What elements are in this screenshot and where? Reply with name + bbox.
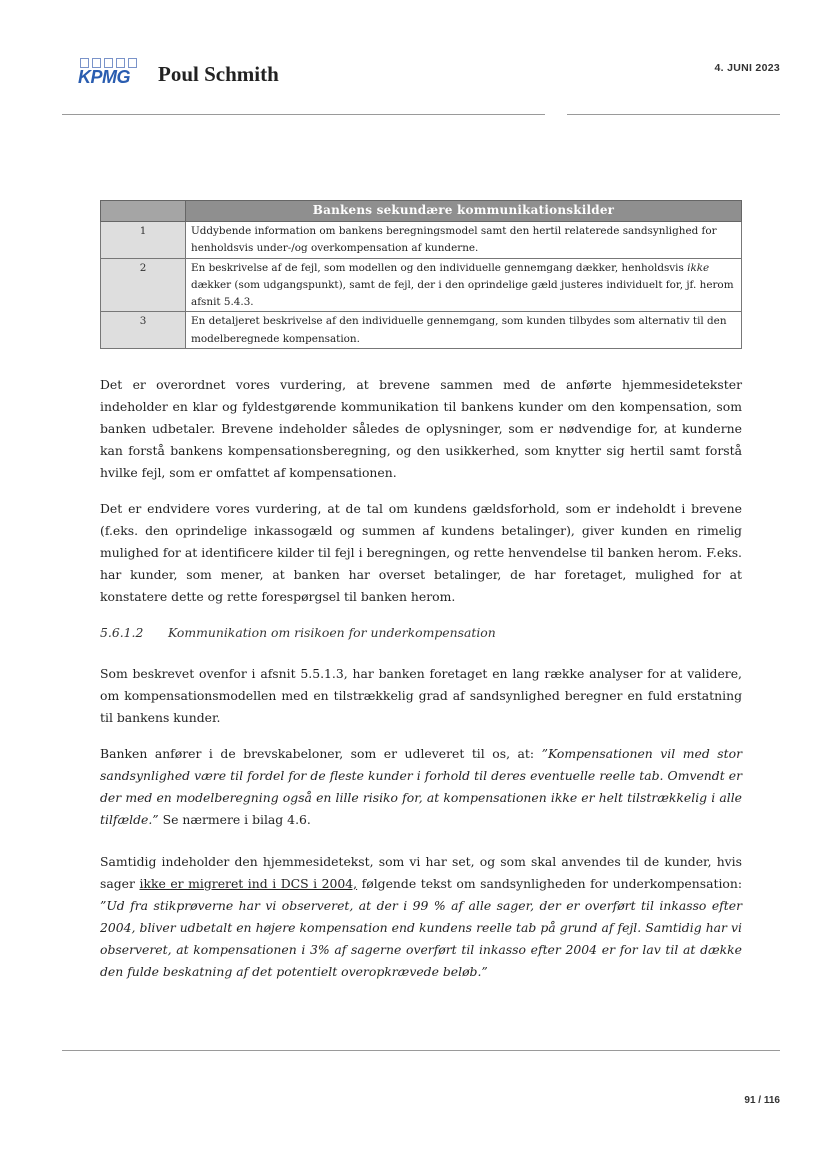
- kpmg-logo: [78, 58, 142, 86]
- paragraph-5-text-cont: følgende tekst om sandsynligheden for underkompensation:: [357, 875, 743, 891]
- document-date: 4. JUNI 2023: [714, 62, 780, 74]
- paragraph-4-quote: ”Kompensationen vil med stor sandsynlighed være til fordel for de fleste kunder i forhold til deres eventuelle reelle tab. Omvendt er der med en modelberegning også en lille risiko for, at kompensationen ikke er helt tilstrækkelig i alle tilfælde.”: [100, 746, 742, 827]
- table-row-text: Uddybende information om bankens beregningsmodel samt den hertil relaterede sandsynlighed for henholdsvis under-/og overkompensation af kunderne.: [186, 222, 742, 259]
- paragraph-2: Det er endvidere vores vurdering, at de tal om kundens gældsforhold, som er indeholdt i brevene (f.eks. den oprindelige inkassogæld og summen af kundens betalinger), giver kunden en rimelig mulighed for at identificere kilder til fejl i beregningen, og rette henvendelse til banken herom. F.eks. har kunder, som mener, at banken har overset betalinger, de har foretaget, mulighed for at konstatere dette og rette forespørgsel til banken herom.: [100, 501, 742, 604]
- paragraph-5-underlined: ikke er migreret ind i DCS i 2004,: [139, 875, 358, 891]
- table-row: [101, 222, 742, 259]
- paragraph-4: [100, 743, 742, 831]
- table-row-emphasis: ikke: [687, 261, 710, 274]
- table-header-row: [101, 201, 742, 222]
- table-row-text: En detaljeret beskrivelse af den individuelle gennemgang, som kunden tilbydes som alternativ til den modelberegnede kompensation.: [186, 312, 742, 349]
- section-heading: [100, 625, 496, 640]
- paragraph-1: Det er overordnet vores vurdering, at brevene sammen med de anførte hjemmesidetekster indeholder en klar og fyldestgørende kommunikation til bankens kunder om den kompensation, som banken udbetaler. Brevene indeholder således de oplysninger, som er nødvendige for, at kunderne kan forstå bankens kompensationsberegning, og den usikkerhed, som knytter sig hertil samt forstå hvilke fejl, som er omfattet af kompensationen.: [100, 377, 742, 480]
- logo-text: KPMG: [78, 67, 130, 87]
- table-row-text-part: dækker (som udgangspunkt), samt de fejl, der i den oprindelige gæld justeres individuelt for, jf. herom afsnit 5.4.3.: [191, 278, 734, 309]
- paragraph-5-quote: ”Ud fra stikprøverne har vi observeret, at der i 99 % af alle sager, der er overført til inkasso efter 2004, bliver udbetalt en højere kompensation end kundens reelle tab på grund af fejl. Samtidig har vi observeret, at kompensationen i 3% af sagerne overført til inkasso efter 2004 er for lav til at dække den fulde beskatning af det potentielt overopkrævede beløb.”: [100, 897, 742, 979]
- table-title: Bankens sekundære kommunikationskilder: [186, 201, 742, 222]
- section-heading-number: 5.6.1.2: [100, 625, 144, 640]
- table-row-number: 3: [101, 312, 186, 349]
- paragraph-5-text: Samtidig indeholder den hjemmesidetekst, som vi har set, og som skal anvendes til de kunder, hvis sager: [100, 854, 742, 891]
- section-heading-title: Kommunikation om risikoen for underkompensation: [168, 625, 496, 640]
- communication-sources-table: [100, 200, 742, 349]
- paragraph-4-reference: Se nærmere i bilag 4.6.: [158, 811, 311, 827]
- table-row-text-part: En beskrivelse af de fejl, som modellen og den individuelle gennemgang dækker, henholdsvis: [191, 261, 688, 274]
- header-rule-right: [567, 114, 780, 115]
- footer-rule: [62, 1050, 780, 1051]
- page-number: 91 / 116: [744, 1095, 780, 1106]
- paragraph-5: [100, 851, 742, 982]
- header-rule-left: [62, 114, 545, 115]
- author-name: Poul Schmith: [158, 62, 279, 86]
- table-header-num-cell: [101, 201, 186, 222]
- paragraph-4-text: Banken anfører i de brevskabeloner, som er udleveret til os, at:: [100, 746, 542, 761]
- paragraph-3: Som beskrevet ovenfor i afsnit 5.5.1.3, har banken foretaget en lang række analyser for at validere, om kompensationsmodellen med en tilstrækkelig grad af sandsynlighed beregner en fuld erstatning til bankens kunder.: [100, 666, 742, 725]
- table-row-number: 1: [101, 222, 186, 259]
- table-row: [101, 312, 742, 349]
- table-row-text: [186, 258, 742, 312]
- table-row: [101, 258, 742, 312]
- table-row-number: 2: [101, 258, 186, 312]
